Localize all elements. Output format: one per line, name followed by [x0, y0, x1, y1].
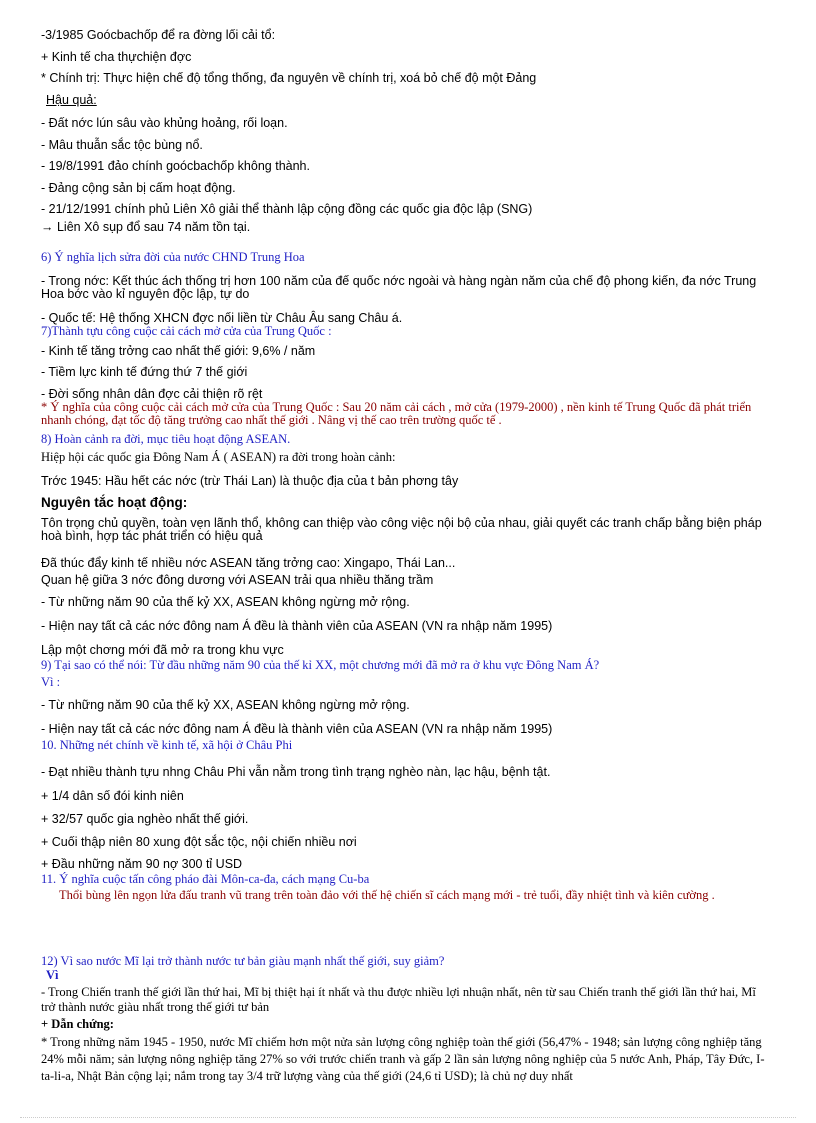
text-line: Lập một chơng mới đã mở ra trong khu vực — [41, 643, 284, 657]
section-heading: 8) Hoàn cảnh ra đời, mục tiêu hoạt động ASEAN. — [41, 432, 291, 446]
paragraph: * Ý nghĩa của công cuộc cải cách mở cửa của Trung Quốc : Sau 20 năm cải cách , mở cửa (1979-2000) , nền kinh tế Trung Quốc đã phát triển nhanh chóng, đạt tốc độ tăng trưởng cao nhất thế giới . Nâng vị thế cao trên trường quốc tế . — [41, 400, 752, 427]
text-line: - Đất nớc lún sâu vào khủng hoảng, rối loạn. — [41, 116, 288, 130]
section-heading: 12) Vì sao nước Mĩ lại trở thành nước tư bản giàu mạnh nhất thế giới, suy giảm? — [41, 954, 445, 968]
text-line: - Đời sống nhân dân đợc cải thiện rõ rệt — [41, 387, 263, 401]
paragraph: - Trong Chiến tranh thế giới lần thứ hai, Mĩ bị thiệt hại ít nhất và thu được nhiều lợi nhuận nhất, nên từ sau Chiến tranh thế giới lần thứ hai, Mĩ trở thành nước giàu nhất trong thế giới tư bản — [41, 985, 756, 1014]
text-line: Hiệp hội các quốc gia Đông Nam Á ( ASEAN) ra đời trong hoàn cảnh: — [41, 450, 396, 464]
text-line: - Đạt nhiều thành tựu nhng Châu Phi vẫn nằm trong tình trạng nghèo nàn, lạc hậu, bệnh tật. — [41, 765, 551, 779]
text-line: - Quốc tế: Hệ thống XHCN đợc nối liền từ Châu Âu sang Châu á. — [41, 311, 403, 325]
section-heading: Hậu quả: — [46, 93, 97, 107]
text-line: → Liên Xô sụp đổ sau 74 năm tồn tại. — [41, 220, 251, 234]
text-line: Đã thúc đẩy kinh tế nhiều nớc ASEAN tăng trởng cao: Xingapo, Thái Lan... — [41, 556, 456, 570]
page-divider — [20, 1117, 796, 1118]
text-line: Trớc 1945: Hầu hết các nớc (trừ Thái Lan) là thuộc địa của t bản phơng tây — [41, 474, 459, 488]
text-line: - Mâu thuẫn sắc tộc bùng nổ. — [41, 138, 203, 152]
paragraph: Tôn trọng chủ quyền, toàn vẹn lãnh thổ, không can thiệp vào công việc nội bộ của nhau, giải quyết các tranh chấp bằng biện pháp hoà bình, hợp tác phát triển có hiệu quả — [41, 516, 762, 543]
text-line: Vì : — [41, 675, 61, 689]
section-heading: 7)Thành tựu công cuộc cải cách mở cửa của Trung Quốc : — [41, 324, 332, 338]
text-line: + 1/4 dân số đói kinh niên — [41, 789, 184, 803]
text-line: - Từ những năm 90 của thế kỷ XX, ASEAN không ngừng mở rộng. — [41, 595, 410, 609]
text-line: + Cuối thập niên 80 xung đột sắc tộc, nội chiến nhiều nơi — [41, 835, 357, 849]
text-line: - Tiềm lực kinh tế đứng thứ 7 thế giới — [41, 365, 248, 379]
section-heading: 10. Những nét chính về kinh tế, xã hội ở Châu Phi — [41, 738, 293, 752]
section-heading: 6) Ý nghĩa lịch sửra đời của nước CHND Trung Hoa — [41, 250, 305, 264]
text-line: Quan hệ giữa 3 nớc đông dương với ASEAN trải qua nhiều thăng trầm — [41, 573, 434, 587]
paragraph: Thổi bùng lên ngọn lửa đấu tranh vũ trang trên toàn đảo với thế hệ chiến sĩ cách mạng mới - trẻ tuổi, đầy nhiệt tình và kiên cường . — [59, 888, 715, 902]
section-heading: 11. Ý nghĩa cuộc tấn công pháo đài Môn-ca-đa, cách mạng Cu-ba — [41, 872, 370, 886]
text-line: -3/1985 Goócbachốp để ra đờng lối cải tổ: — [41, 28, 276, 42]
paragraph: * Trong những năm 1945 - 1950, nước Mĩ chiếm hơn một nửa sản lượng công nghiệp toàn thế giới (56,47% - 1948; sản lượng công nghiệp tăng 24% mỗi năm; sản lượng nông nghiệp tăng 27% so với trước chiến tranh và gấp 2 lần sản lượng nông nghiệp của 5 nước Anh, Pháp, Tây Đức, I-ta-li-a, Nhật Bản cộng lại; nắm trong tay 3/4 trữ lượng vàng của thế giới (24,6 tỉ USD); là chủ nợ duy nhất — [41, 1035, 765, 1083]
section-heading: 9) Tại sao có thể nói: Từ đầu những năm 90 của thế kỉ XX, một chương mới đã mở ra ở khu vực Đông Nam Á? — [41, 658, 600, 672]
text-line: * Chính trị: Thực hiện chế độ tổng thống, đa nguyên về chính trị, xoá bỏ chế độ một Đảng — [41, 71, 537, 85]
section-heading: Nguyên tắc hoạt động: — [41, 495, 188, 510]
text-line: - Đảng cộng sản bị cấm hoạt động. — [41, 181, 236, 195]
text-line: Vì — [46, 968, 59, 982]
section-heading: + Dẫn chứng: — [41, 1017, 114, 1031]
text-line: - Hiện nay tất cả các nớc đông nam Á đều là thành viên của ASEAN (VN ra nhập năm 1995) — [41, 619, 553, 633]
text-line: + Kinh tế cha thựchiện đợc — [41, 50, 192, 64]
text-line: + 32/57 quốc gia nghèo nhất thế giới. — [41, 812, 249, 826]
text-line: - Từ những năm 90 của thế kỷ XX, ASEAN không ngừng mở rộng. — [41, 698, 410, 712]
text-line: - Kinh tế tăng trởng cao nhất thế giới: 9,6% / năm — [41, 344, 316, 358]
text-line: - Hiện nay tất cả các nớc đông nam Á đều là thành viên của ASEAN (VN ra nhập năm 1995) — [41, 722, 553, 736]
text-line: + Đầu những năm 90 nợ 300 tỉ USD — [41, 857, 243, 871]
paragraph: - Trong nớc: Kết thúc ách thống trị hơn 100 năm của đế quốc nớc ngoài và hàng ngàn năm của chế độ phong kiến, đa nớc Trung Hoa bớc vào kỉ nguyên độc lập, tự do — [41, 274, 757, 301]
text-line: - 19/8/1991 đảo chính goócbachốp không thành. — [41, 159, 310, 173]
text-line: - 21/12/1991 chính phủ Liên Xô giải thể thành lập cộng đồng các quốc gia độc lập (SNG) — [41, 202, 533, 216]
